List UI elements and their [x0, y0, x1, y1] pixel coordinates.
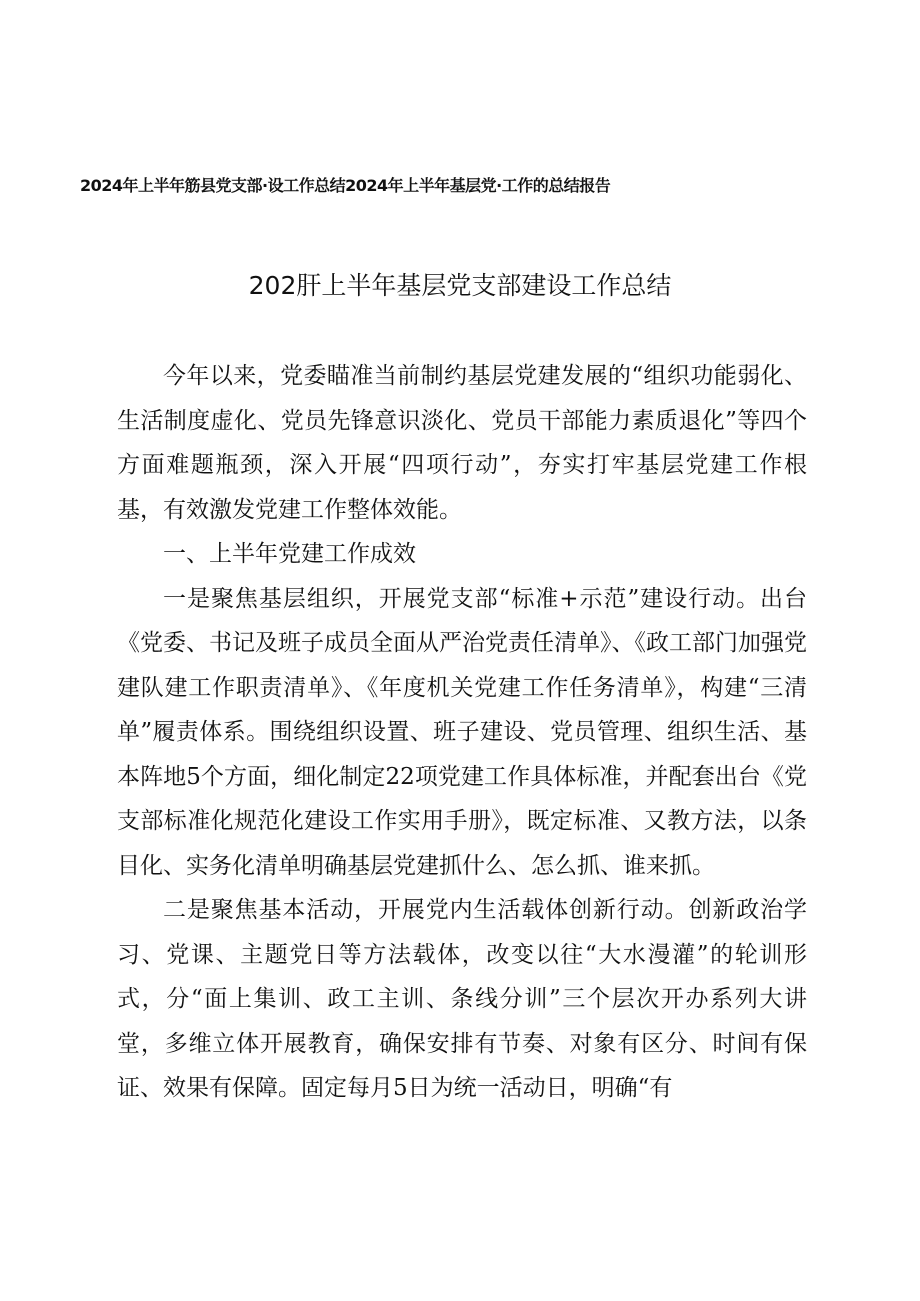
paragraph-item-2: 二是聚焦基本活动，开展党内生活载体创新行动。创新政治学习、党课、主题党日等方法载体，改变以往“大水漫灌”的轮训形式，分“面上集训、政工主训、条线分训”三个层次开办系列大讲堂，多维立体开展教育，确保安排有节奏、对象有区分、时间有保证、效果有保障。固定每月5日为统一活动日，明确“有 [117, 897, 807, 1101]
paragraph-item-1: 一是聚焦基层组织，开展党支部“标准+示范”建设行动。出台《党委、书记及班子成员全面从严治党责任清单》、《政工部门加强党建队建工作职责清单》、《年度机关党建工作任务清单》，构建“三清单”履责体系。围绕组织设置、班子建设、党员管理、组织生活、基本阵地5个方面，细化制定22项党建工作具体标准，并配套出台《党支部标准化规范化建设工作实用手册》，既定标准、又教方法，以条目化、实务化清单明确基层党建抓什么、怎么抓、谁来抓。 [117, 585, 807, 879]
paragraph-intro: 今年以来，党委瞄准当前制约基层党建发展的“组织功能弱化、生活制度虚化、党员先锋意识淡化、党员干部能力素质退化”等四个方面难题瓶颈，深入开展“四项行动”，夯实打牢基层党建工作根基，有效激发党建工作整体效能。 [117, 363, 807, 523]
section-heading: 一、上半年党建工作成效 [163, 541, 416, 567]
document-body [117, 354, 807, 1111]
document-header: 2024年上半年筋县党支部·设工作总结2024年上半年基层党·工作的总结报告 [80, 176, 611, 195]
document-title: 202肝上半年基层党支部建设工作总结 [248, 271, 672, 300]
